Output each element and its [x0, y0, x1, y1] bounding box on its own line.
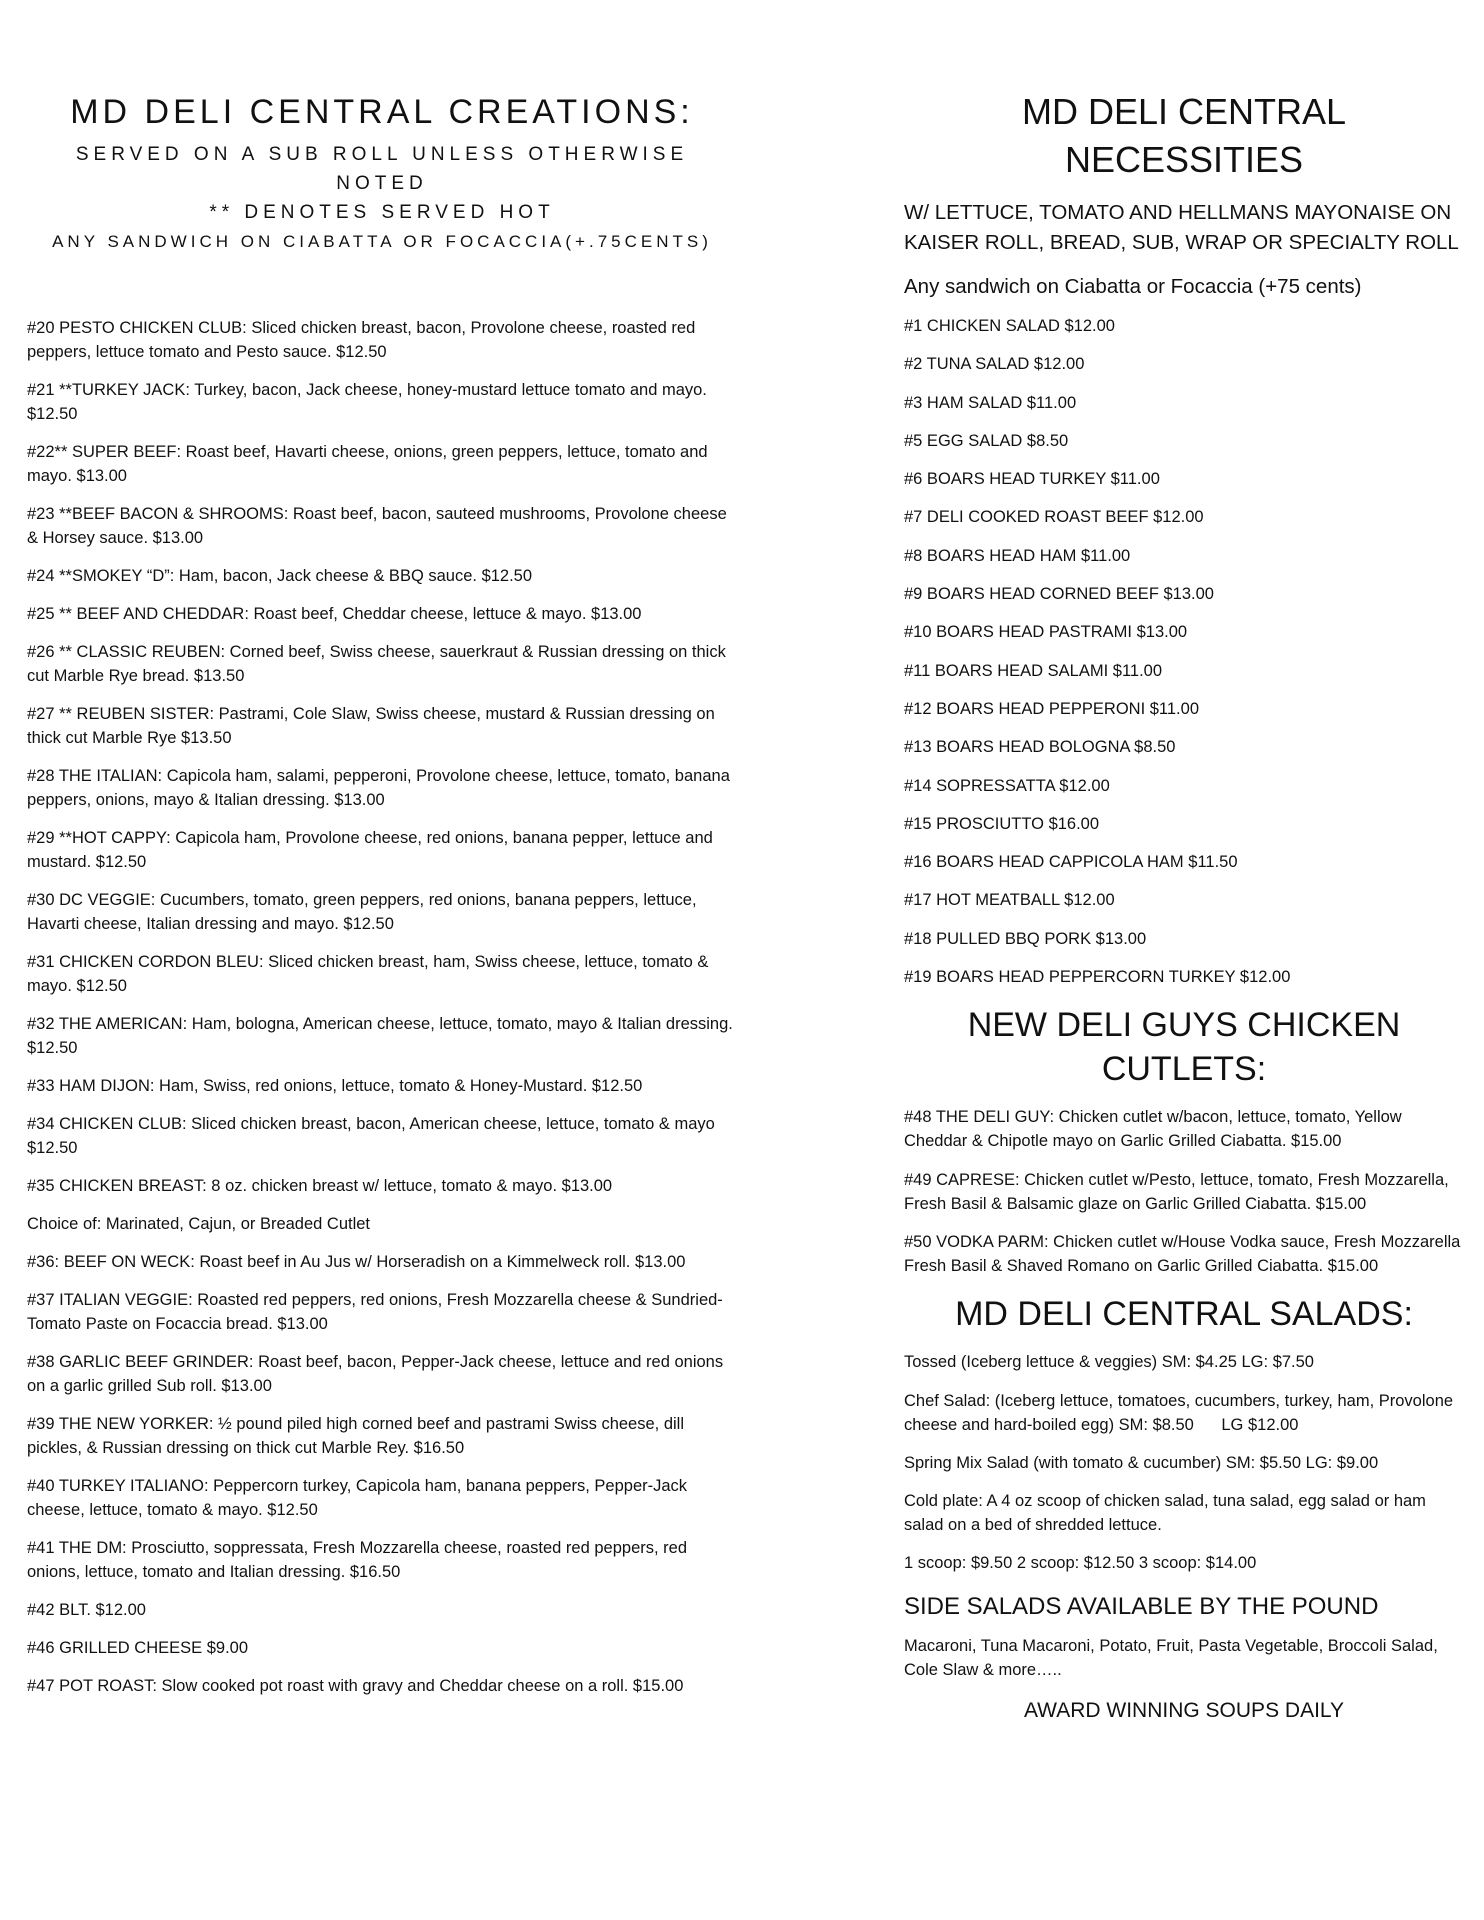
menu-item: #6 BOARS HEAD TURKEY $11.00 [904, 470, 1160, 489]
menu-item: #41 THE DM: Prosciutto, soppressata, Fresh Mozzarella cheese, roasted red peppers, red onions, lettuce, tomato and Italian dressing. $16.50 [27, 1539, 688, 1581]
menu-item: #32 THE AMERICAN: Ham, bologna, American cheese, lettuce, tomato, mayo & Italian dressing. $12.50 [27, 1015, 733, 1057]
menu-item: #36: BEEF ON WECK: Roast beef in Au Jus w/ Horseradish on a Kimmelweck roll. $13.00 [27, 1253, 686, 1271]
necessities-ciabatta-note: Any sandwich on Ciabatta or Focaccia (+75 cents) [904, 275, 1362, 298]
menu-item: #42 BLT. $12.00 [27, 1601, 146, 1619]
necessities-subtitle: W/ LETTUCE, TOMATO AND HELLMANS MAYONAISE ON KAISER ROLL, BREAD, SUB, WRAP OR SPECIALTY ROLL [904, 201, 1459, 254]
menu-item: #29 **HOT CAPPY: Capicola ham, Provolone cheese, red onions, banana pepper, lettuce and mustard. $12.50 [27, 829, 713, 871]
menu-item: #40 TURKEY ITALIANO: Peppercorn turkey, Capicola ham, banana peppers, Pepper-Jack cheese, lettuce, tomato & mayo. $12.50 [27, 1477, 688, 1519]
menu-item: #5 EGG SALAD $8.50 [904, 431, 1069, 450]
menu-item: #15 PROSCIUTTO $16.00 [904, 814, 1100, 833]
menu-item: #3 HAM SALAD $11.00 [904, 393, 1077, 412]
menu-item: #20 PESTO CHICKEN CLUB: Sliced chicken breast, bacon, Provolone cheese, roasted red peppers, lettuce tomato and Pesto sauce. $12.50 [27, 319, 696, 361]
salads-list [904, 1350, 1464, 1575]
menu-item: #9 BOARS HEAD CORNED BEEF $13.00 [904, 585, 1214, 604]
menu-item: #27 ** REUBEN SISTER: Pastrami, Cole Slaw, Swiss cheese, mustard & Russian dressing on thick cut Marble Rye $13.50 [27, 705, 715, 747]
necessities-title: MD DELI CENTRAL NECESSITIES [1021, 91, 1347, 180]
menu-item: #8 BOARS HEAD HAM $11.00 [904, 546, 1131, 565]
menu-item: #39 THE NEW YORKER: ½ pound piled high corned beef and pastrami Swiss cheese, dill pickles, & Russian dressing on thick cut Marble Rey. $16.50 [27, 1415, 684, 1457]
menu-item: #12 BOARS HEAD PEPPERONI $11.00 [904, 699, 1199, 718]
cutlets-title: NEW DELI GUYS CHICKEN CUTLETS: [967, 1006, 1401, 1089]
menu-item: #22** SUPER BEEF: Roast beef, Havarti cheese, onions, green peppers, lettuce, tomato and mayo. $13.00 [27, 443, 708, 485]
creations-title: MD DELI CENTRAL CREATIONS: [70, 93, 694, 131]
side-salads-title: SIDE SALADS AVAILABLE BY THE POUND [904, 1592, 1379, 1620]
necessities-list [904, 314, 1464, 989]
cutlets-list [904, 1105, 1464, 1278]
creations-list [27, 316, 737, 1698]
menu-item: #19 BOARS HEAD PEPPERCORN TURKEY $12.00 [904, 968, 1291, 987]
salad-item: Spring Mix Salad (with tomato & cucumber) SM: $5.50 LG: $9.00 [904, 1453, 1379, 1472]
menu-item-note: Choice of: Marinated, Cajun, or Breaded Cutlet [27, 1215, 371, 1233]
menu-item: #13 BOARS HEAD BOLOGNA $8.50 [904, 738, 1176, 757]
menu-item: #1 CHICKEN SALAD $12.00 [904, 317, 1115, 335]
menu-item: #30 DC VEGGIE: Cucumbers, tomato, green peppers, red onions, banana peppers, lettuce, Havarti cheese, Italian dressing and mayo. $12.50 [27, 891, 697, 933]
menu-item: #25 ** BEEF AND CHEDDAR: Roast beef, Cheddar cheese, lettuce & mayo. $13.00 [27, 605, 642, 623]
menu-item: #21 **TURKEY JACK: Turkey, bacon, Jack cheese, honey-mustard lettuce tomato and mayo. $12.50 [27, 381, 707, 423]
menu-item: #14 SOPRESSATTA $12.00 [904, 776, 1110, 795]
menu-item: #38 GARLIC BEEF GRINDER: Roast beef, bacon, Pepper-Jack cheese, lettuce and red onions on a garlic grilled Sub roll. $13.00 [27, 1353, 724, 1395]
menu-item: #49 CAPRESE: Chicken cutlet w/Pesto, lettuce, tomato, Fresh Mozzarella, Fresh Basil & Balsamic glaze on Garlic Grilled Ciabatta. $15.00 [904, 1170, 1449, 1213]
menu-item: #2 TUNA SALAD $12.00 [904, 355, 1085, 374]
creations-subtitle-roll: SERVED ON A SUB ROLL UNLESS OTHERWISE NOTED [75, 144, 689, 194]
menu-item: #26 ** CLASSIC REUBEN: Corned beef, Swiss cheese, sauerkraut & Russian dressing on thick cut Marble Rye bread. $13.50 [27, 643, 726, 685]
salad-item: Chef Salad: (Iceberg lettuce, tomatoes, cucumbers, turkey, ham, Provolone cheese and hard-boiled egg) SM: $8.50 LG $12.00 [904, 1391, 1458, 1434]
menu-item: #37 ITALIAN VEGGIE: Roasted red peppers, red onions, Fresh Mozzarella cheese & Sundried-Tomato Paste on Focaccia bread. $13.00 [27, 1291, 723, 1333]
menu-item: #7 DELI COOKED ROAST BEEF $12.00 [904, 508, 1204, 527]
menu-item: #18 PULLED BBQ PORK $13.00 [904, 929, 1147, 948]
menu-item: #23 **BEEF BACON & SHROOMS: Roast beef, bacon, sauteed mushrooms, Provolone cheese & Horsey sauce. $13.00 [27, 505, 727, 547]
menu-item: #16 BOARS HEAD CAPPICOLA HAM $11.50 [904, 853, 1238, 872]
side-salads-text: Macaroni, Tuna Macaroni, Potato, Fruit, Pasta Vegetable, Broccoli Salad, Cole Slaw & more….. [904, 1636, 1438, 1679]
creations-subtitle-ciabatta: ANY SANDWICH ON CIABATTA OR FOCACCIA(+.75CENTS) [52, 232, 712, 251]
menu-item: #24 **SMOKEY “D”: Ham, bacon, Jack cheese & BBQ sauce. $12.50 [27, 567, 533, 585]
salads-title: MD DELI CENTRAL SALADS: [955, 1295, 1413, 1334]
salad-item: Cold plate: A 4 oz scoop of chicken salad, tuna salad, egg salad or ham salad on a bed of shredded lettuce. [904, 1492, 1426, 1535]
salad-item: 1 scoop: $9.50 2 scoop: $12.50 3 scoop: $14.00 [904, 1554, 1257, 1573]
menu-item: #10 BOARS HEAD PASTRAMI $13.00 [904, 623, 1188, 642]
menu-item: #50 VODKA PARM: Chicken cutlet w/House Vodka sauce, Fresh Mozzarella Fresh Basil & Shaved Romano on Garlic Grilled Ciabatta. $15.00 [904, 1232, 1461, 1275]
menu-item: #31 CHICKEN CORDON BLEU: Sliced chicken breast, ham, Swiss cheese, lettuce, tomato & mayo. $12.50 [27, 953, 709, 995]
menu-item: #17 HOT MEATBALL $12.00 [904, 891, 1115, 910]
salad-item: Tossed (Iceberg lettuce & veggies) SM: $4.25 LG: $7.50 [904, 1353, 1314, 1372]
menu-item: #33 HAM DIJON: Ham, Swiss, red onions, lettuce, tomato & Honey-Mustard. $12.50 [27, 1077, 643, 1095]
creations-column [27, 88, 737, 1712]
menu-item: #35 CHICKEN BREAST: 8 oz. chicken breast w/ lettuce, tomato & mayo. $13.00 [27, 1177, 613, 1195]
creations-subtitle-hot: ** DENOTES SERVED HOT [209, 202, 555, 223]
menu-item: #28 THE ITALIAN: Capicola ham, salami, pepperoni, Provolone cheese, lettuce, tomato, banana peppers, onions, mayo & Italian dressing. $13.00 [27, 767, 730, 809]
menu-item: #48 THE DELI GUY: Chicken cutlet w/bacon, lettuce, tomato, Yellow Cheddar & Chipotle mayo on Garlic Grilled Ciabatta. $15.00 [904, 1108, 1402, 1151]
necessities-column [904, 88, 1464, 1726]
menu-item: #34 CHICKEN CLUB: Sliced chicken breast, bacon, American cheese, lettuce, tomato & mayo $12.50 [27, 1115, 715, 1157]
menu-item: #47 POT ROAST: Slow cooked pot roast with gravy and Cheddar cheese on a roll. $15.00 [27, 1677, 684, 1695]
menu-item: #46 GRILLED CHEESE $9.00 [27, 1639, 249, 1657]
menu-item: #11 BOARS HEAD SALAMI $11.00 [904, 661, 1163, 680]
award-soups-line: AWARD WINNING SOUPS DAILY [1023, 1699, 1345, 1723]
